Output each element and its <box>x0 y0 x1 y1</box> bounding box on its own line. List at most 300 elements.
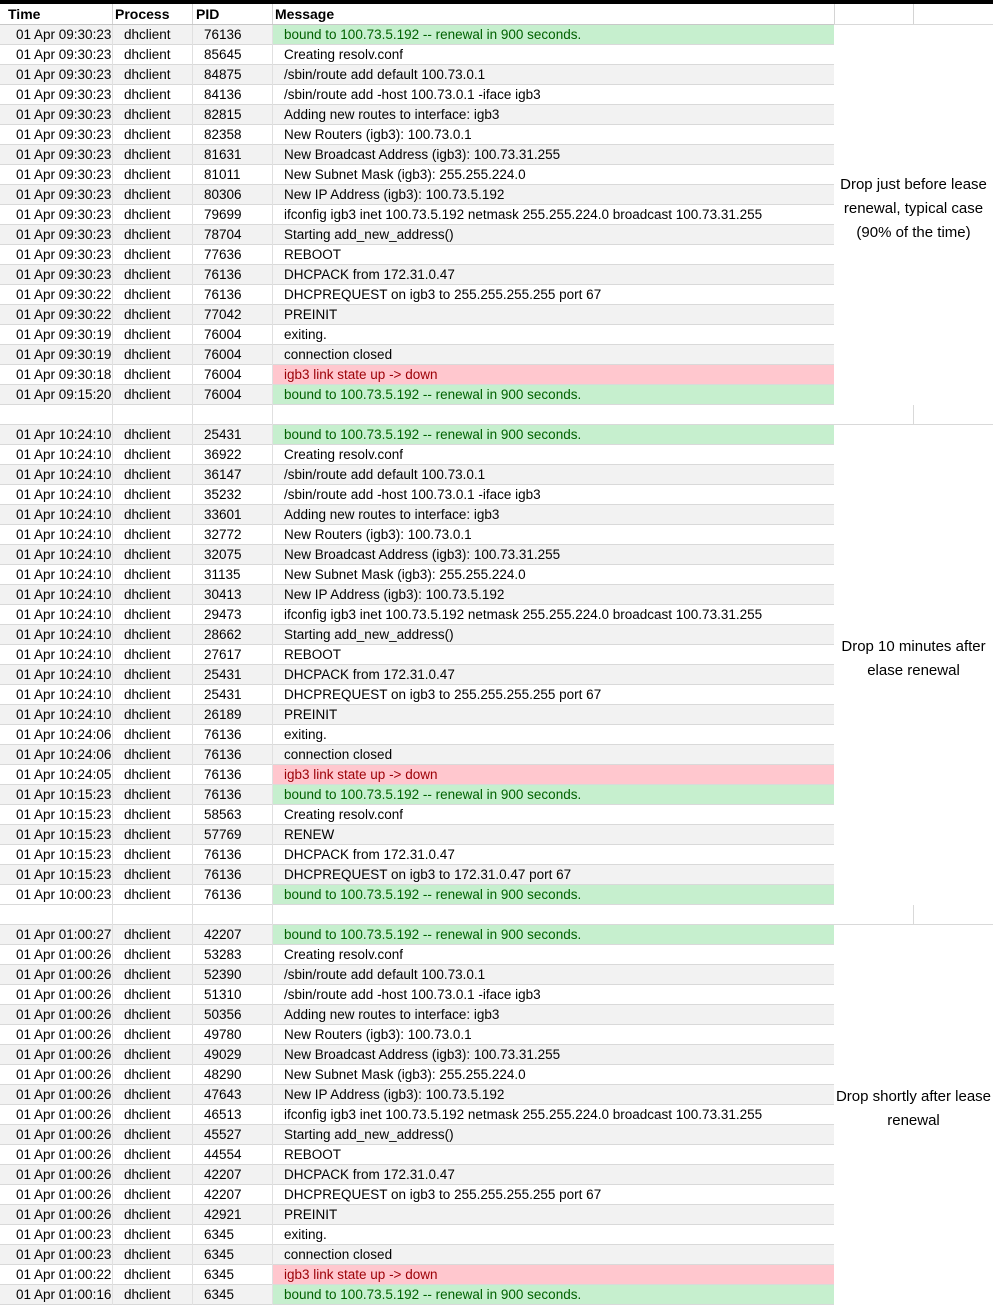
table-row[interactable] <box>0 225 834 245</box>
cell-pid[interactable]: 82815 <box>204 107 242 122</box>
cell-time[interactable]: 01 Apr 01:00:26 <box>16 947 112 962</box>
cell-process[interactable]: dhclient <box>124 767 171 782</box>
cell-time[interactable]: 01 Apr 10:24:10 <box>16 427 112 442</box>
table-row[interactable] <box>0 1125 834 1145</box>
cell-pid[interactable]: 81631 <box>204 147 242 162</box>
cell-time[interactable]: 01 Apr 10:15:23 <box>16 847 112 862</box>
cell-pid[interactable]: 29473 <box>204 607 242 622</box>
table-row[interactable] <box>0 925 834 945</box>
cell-process[interactable]: dhclient <box>124 207 171 222</box>
cell-process[interactable]: dhclient <box>124 47 171 62</box>
cell-process[interactable]: dhclient <box>124 947 171 962</box>
cell-process[interactable]: dhclient <box>124 867 171 882</box>
cell-pid[interactable]: 45527 <box>204 1127 242 1142</box>
table-row[interactable] <box>0 1065 834 1085</box>
cell-pid[interactable]: 46513 <box>204 1107 242 1122</box>
cell-time[interactable]: 01 Apr 10:24:10 <box>16 707 112 722</box>
cell-time[interactable]: 01 Apr 10:24:10 <box>16 587 112 602</box>
cell-time[interactable]: 01 Apr 10:24:10 <box>16 627 112 642</box>
cell-process[interactable]: dhclient <box>124 287 171 302</box>
cell-time[interactable]: 01 Apr 10:24:10 <box>16 687 112 702</box>
cell-process[interactable]: dhclient <box>124 1047 171 1062</box>
cell-time[interactable]: 01 Apr 10:24:06 <box>16 747 112 762</box>
cell-process[interactable]: dhclient <box>124 1027 171 1042</box>
cell-message[interactable]: bound to 100.73.5.192 -- renewal in 900 seconds. <box>272 25 834 44</box>
table-row[interactable] <box>0 345 834 365</box>
cell-process[interactable]: dhclient <box>124 267 171 282</box>
cell-message[interactable]: DHCPREQUEST on igb3 to 255.255.255.255 port 67 <box>284 1187 602 1202</box>
table-row[interactable] <box>0 625 834 645</box>
cell-time[interactable]: 01 Apr 09:30:23 <box>16 147 112 162</box>
cell-message[interactable]: RENEW <box>284 827 335 842</box>
cell-message[interactable]: exiting. <box>284 1227 327 1242</box>
table-row[interactable] <box>0 1105 834 1125</box>
cell-time[interactable]: 01 Apr 10:24:10 <box>16 607 112 622</box>
cell-time[interactable]: 01 Apr 01:00:26 <box>16 1107 112 1122</box>
cell-process[interactable]: dhclient <box>124 727 171 742</box>
cell-process[interactable]: dhclient <box>124 667 171 682</box>
cell-pid[interactable]: 33601 <box>204 507 242 522</box>
cell-time[interactable]: 01 Apr 10:24:10 <box>16 467 112 482</box>
cell-message[interactable]: Adding new routes to interface: igb3 <box>284 1007 500 1022</box>
cell-process[interactable]: dhclient <box>124 1167 171 1182</box>
cell-time[interactable]: 01 Apr 10:15:23 <box>16 827 112 842</box>
cell-pid[interactable]: 78704 <box>204 227 242 242</box>
cell-message[interactable]: ifconfig igb3 inet 100.73.5.192 netmask 255.255.224.0 broadcast 100.73.31.255 <box>284 207 763 222</box>
table-row[interactable] <box>0 805 834 825</box>
table-row[interactable] <box>0 845 834 865</box>
cell-pid[interactable]: 26189 <box>204 707 242 722</box>
cell-pid[interactable]: 35232 <box>204 487 242 502</box>
cell-message[interactable]: bound to 100.73.5.192 -- renewal in 900 seconds. <box>272 425 834 444</box>
cell-pid[interactable]: 30413 <box>204 587 242 602</box>
cell-message[interactable]: bound to 100.73.5.192 -- renewal in 900 seconds. <box>272 925 834 944</box>
cell-pid[interactable]: 6345 <box>204 1267 235 1282</box>
cell-process[interactable]: dhclient <box>124 1087 171 1102</box>
cell-process[interactable]: dhclient <box>124 1147 171 1162</box>
cell-pid[interactable]: 36147 <box>204 467 242 482</box>
cell-time[interactable]: 01 Apr 01:00:26 <box>16 1067 112 1082</box>
cell-pid[interactable]: 76136 <box>204 287 242 302</box>
cell-pid[interactable]: 76136 <box>204 267 242 282</box>
cell-process[interactable]: dhclient <box>124 1207 171 1222</box>
cell-pid[interactable]: 76136 <box>204 747 242 762</box>
cell-process[interactable]: dhclient <box>124 367 171 382</box>
table-row[interactable] <box>0 145 834 165</box>
cell-pid[interactable]: 77042 <box>204 307 242 322</box>
cell-time[interactable]: 01 Apr 09:30:22 <box>16 287 112 302</box>
cell-time[interactable]: 01 Apr 09:30:23 <box>16 47 112 62</box>
table-row[interactable] <box>0 565 834 585</box>
cell-message[interactable]: Starting add_new_address() <box>284 1127 454 1142</box>
table-row[interactable] <box>0 445 834 465</box>
table-row[interactable] <box>0 1205 834 1225</box>
cell-pid[interactable]: 42921 <box>204 1207 242 1222</box>
cell-time[interactable]: 01 Apr 10:24:06 <box>16 727 112 742</box>
cell-message[interactable]: ifconfig igb3 inet 100.73.5.192 netmask 255.255.224.0 broadcast 100.73.31.255 <box>284 1107 763 1122</box>
cell-pid[interactable]: 76004 <box>204 367 242 382</box>
cell-process[interactable]: dhclient <box>124 327 171 342</box>
cell-time[interactable]: 01 Apr 01:00:16 <box>16 1287 112 1302</box>
cell-message[interactable]: New Routers (igb3): 100.73.0.1 <box>284 1027 472 1042</box>
cell-pid[interactable]: 82358 <box>204 127 242 142</box>
cell-message[interactable]: connection closed <box>284 1247 393 1262</box>
cell-message[interactable]: Starting add_new_address() <box>284 627 454 642</box>
cell-process[interactable]: dhclient <box>124 547 171 562</box>
cell-message[interactable]: DHCPREQUEST on igb3 to 255.255.255.255 port 67 <box>284 287 602 302</box>
cell-message[interactable]: New IP Address (igb3): 100.73.5.192 <box>284 187 505 202</box>
cell-pid[interactable]: 25431 <box>204 427 242 442</box>
cell-pid[interactable]: 76136 <box>204 867 242 882</box>
cell-time[interactable]: 01 Apr 10:15:23 <box>16 807 112 822</box>
cell-message[interactable]: igb3 link state up -> down <box>272 765 834 784</box>
cell-time[interactable]: 01 Apr 10:24:10 <box>16 507 112 522</box>
cell-pid[interactable]: 76004 <box>204 387 242 402</box>
table-row[interactable] <box>0 105 834 125</box>
cell-time[interactable]: 01 Apr 09:30:18 <box>16 367 112 382</box>
table-row[interactable] <box>0 785 834 805</box>
cell-time[interactable]: 01 Apr 09:30:23 <box>16 247 112 262</box>
cell-pid[interactable]: 36922 <box>204 447 242 462</box>
cell-message[interactable]: DHCPACK from 172.31.0.47 <box>284 847 455 862</box>
cell-process[interactable]: dhclient <box>124 1227 171 1242</box>
table-row[interactable] <box>0 45 834 65</box>
cell-process[interactable]: dhclient <box>124 707 171 722</box>
cell-message[interactable]: DHCPACK from 172.31.0.47 <box>284 667 455 682</box>
cell-time[interactable]: 01 Apr 10:15:23 <box>16 867 112 882</box>
table-row[interactable] <box>0 65 834 85</box>
cell-message[interactable]: Creating resolv.conf <box>284 947 404 962</box>
cell-pid[interactable]: 32772 <box>204 527 242 542</box>
cell-pid[interactable]: 27617 <box>204 647 242 662</box>
cell-pid[interactable]: 25431 <box>204 687 242 702</box>
cell-process[interactable]: dhclient <box>124 1187 171 1202</box>
cell-time[interactable]: 01 Apr 09:30:23 <box>16 187 112 202</box>
table-row[interactable] <box>0 365 834 385</box>
cell-pid[interactable]: 6345 <box>204 1227 235 1242</box>
cell-process[interactable]: dhclient <box>124 1107 171 1122</box>
cell-pid[interactable]: 31135 <box>204 567 241 582</box>
cell-message[interactable]: Creating resolv.conf <box>284 447 404 462</box>
cell-pid[interactable]: 76004 <box>204 347 242 362</box>
cell-process[interactable]: dhclient <box>124 27 171 42</box>
cell-process[interactable]: dhclient <box>124 987 171 1002</box>
cell-message[interactable]: PREINIT <box>284 707 338 722</box>
cell-message[interactable]: exiting. <box>284 327 327 342</box>
cell-process[interactable]: dhclient <box>124 147 171 162</box>
cell-pid[interactable]: 42207 <box>204 1187 242 1202</box>
cell-message[interactable]: exiting. <box>284 727 327 742</box>
cell-process[interactable]: dhclient <box>124 347 171 362</box>
cell-pid[interactable]: 50356 <box>204 1007 242 1022</box>
cell-time[interactable]: 01 Apr 01:00:26 <box>16 967 112 982</box>
cell-time[interactable]: 01 Apr 09:30:23 <box>16 227 112 242</box>
cell-time[interactable]: 01 Apr 10:24:10 <box>16 647 112 662</box>
cell-message[interactable]: PREINIT <box>284 307 338 322</box>
cell-process[interactable]: dhclient <box>124 787 171 802</box>
cell-time[interactable]: 01 Apr 09:30:23 <box>16 267 112 282</box>
cell-process[interactable]: dhclient <box>124 687 171 702</box>
cell-pid[interactable]: 77636 <box>204 247 242 262</box>
cell-process[interactable]: dhclient <box>124 87 171 102</box>
cell-time[interactable]: 01 Apr 01:00:27 <box>16 927 112 942</box>
table-row[interactable] <box>0 185 834 205</box>
cell-pid[interactable]: 76136 <box>204 727 242 742</box>
cell-message[interactable]: Adding new routes to interface: igb3 <box>284 507 500 522</box>
cell-message[interactable]: Adding new routes to interface: igb3 <box>284 107 500 122</box>
table-row[interactable] <box>0 945 834 965</box>
table-row[interactable] <box>0 85 834 105</box>
cell-process[interactable]: dhclient <box>124 467 171 482</box>
cell-time[interactable]: 01 Apr 10:24:10 <box>16 667 112 682</box>
cell-message[interactable]: /sbin/route add -host 100.73.0.1 -iface igb3 <box>284 487 541 502</box>
cell-pid[interactable]: 80306 <box>204 187 242 202</box>
cell-pid[interactable]: 42207 <box>204 927 242 942</box>
cell-process[interactable]: dhclient <box>124 447 171 462</box>
cell-pid[interactable]: 76136 <box>204 887 242 902</box>
cell-process[interactable]: dhclient <box>124 647 171 662</box>
cell-time[interactable]: 01 Apr 01:00:26 <box>16 1087 112 1102</box>
cell-time[interactable]: 01 Apr 01:00:26 <box>16 1167 112 1182</box>
table-row[interactable] <box>0 765 834 785</box>
cell-process[interactable]: dhclient <box>124 567 171 582</box>
cell-pid[interactable]: 84136 <box>204 87 242 102</box>
cell-process[interactable]: dhclient <box>124 607 171 622</box>
cell-process[interactable]: dhclient <box>124 887 171 902</box>
cell-process[interactable]: dhclient <box>124 587 171 602</box>
cell-process[interactable]: dhclient <box>124 1267 171 1282</box>
table-row[interactable] <box>0 1285 834 1305</box>
cell-time[interactable]: 01 Apr 10:24:10 <box>16 447 112 462</box>
cell-pid[interactable]: 79699 <box>204 207 242 222</box>
cell-process[interactable]: dhclient <box>124 167 171 182</box>
table-row[interactable] <box>0 1225 834 1245</box>
cell-message[interactable]: /sbin/route add -host 100.73.0.1 -iface igb3 <box>284 987 541 1002</box>
cell-time[interactable]: 01 Apr 01:00:26 <box>16 1207 112 1222</box>
cell-message[interactable]: PREINIT <box>284 1207 338 1222</box>
cell-process[interactable]: dhclient <box>124 307 171 322</box>
cell-message[interactable]: REBOOT <box>284 1147 342 1162</box>
cell-message[interactable]: New Broadcast Address (igb3): 100.73.31.255 <box>284 147 561 162</box>
cell-pid[interactable]: 51310 <box>204 987 242 1002</box>
cell-process[interactable]: dhclient <box>124 627 171 642</box>
table-row[interactable] <box>0 825 834 845</box>
cell-message[interactable]: Starting add_new_address() <box>284 227 454 242</box>
cell-time[interactable]: 01 Apr 10:24:05 <box>16 767 112 782</box>
cell-pid[interactable]: 81011 <box>204 167 241 182</box>
table-row[interactable] <box>0 605 834 625</box>
cell-message[interactable]: New Subnet Mask (igb3): 255.255.224.0 <box>284 167 526 182</box>
cell-process[interactable]: dhclient <box>124 67 171 82</box>
cell-message[interactable]: /sbin/route add default 100.73.0.1 <box>284 67 486 82</box>
cell-time[interactable]: 01 Apr 01:00:26 <box>16 1187 112 1202</box>
table-row[interactable] <box>0 545 834 565</box>
cell-message[interactable]: /sbin/route add -host 100.73.0.1 -iface igb3 <box>284 87 541 102</box>
cell-pid[interactable]: 6345 <box>204 1287 235 1302</box>
cell-message[interactable]: Creating resolv.conf <box>284 807 404 822</box>
cell-process[interactable]: dhclient <box>124 807 171 822</box>
cell-pid[interactable]: 47643 <box>204 1087 242 1102</box>
cell-process[interactable]: dhclient <box>124 387 171 402</box>
table-row[interactable] <box>0 285 834 305</box>
table-row[interactable] <box>0 165 834 185</box>
table-row[interactable] <box>0 1145 834 1165</box>
cell-process[interactable]: dhclient <box>124 827 171 842</box>
cell-process[interactable]: dhclient <box>124 1127 171 1142</box>
cell-message[interactable]: REBOOT <box>284 247 342 262</box>
cell-message[interactable]: New Subnet Mask (igb3): 255.255.224.0 <box>284 567 526 582</box>
cell-time[interactable]: 01 Apr 09:15:20 <box>16 387 112 402</box>
cell-message[interactable]: ifconfig igb3 inet 100.73.5.192 netmask 255.255.224.0 broadcast 100.73.31.255 <box>284 607 763 622</box>
cell-pid[interactable]: 42207 <box>204 1167 242 1182</box>
cell-pid[interactable]: 84875 <box>204 67 242 82</box>
table-row[interactable] <box>0 305 834 325</box>
cell-pid[interactable]: 53283 <box>204 947 242 962</box>
cell-message[interactable]: igb3 link state up -> down <box>272 1265 834 1284</box>
cell-time[interactable]: 01 Apr 09:30:23 <box>16 167 112 182</box>
cell-time[interactable]: 01 Apr 09:30:19 <box>16 327 112 342</box>
table-row[interactable] <box>0 645 834 665</box>
cell-time[interactable]: 01 Apr 09:30:23 <box>16 27 112 42</box>
table-row[interactable] <box>0 385 834 405</box>
cell-time[interactable]: 01 Apr 01:00:23 <box>16 1247 112 1262</box>
cell-pid[interactable]: 76136 <box>204 787 242 802</box>
cell-time[interactable]: 01 Apr 01:00:26 <box>16 1047 112 1062</box>
table-row[interactable] <box>0 425 834 445</box>
cell-process[interactable]: dhclient <box>124 1287 171 1302</box>
cell-time[interactable]: 01 Apr 10:24:10 <box>16 527 112 542</box>
table-row[interactable] <box>0 885 834 905</box>
table-row[interactable] <box>0 1005 834 1025</box>
table-row[interactable] <box>0 245 834 265</box>
table-row[interactable] <box>0 665 834 685</box>
cell-time[interactable]: 01 Apr 09:30:19 <box>16 347 112 362</box>
cell-process[interactable]: dhclient <box>124 527 171 542</box>
column-header-process[interactable]: Process <box>115 6 170 22</box>
cell-message[interactable]: New Broadcast Address (igb3): 100.73.31.255 <box>284 547 561 562</box>
cell-message[interactable]: New IP Address (igb3): 100.73.5.192 <box>284 587 505 602</box>
cell-pid[interactable]: 76004 <box>204 327 242 342</box>
cell-pid[interactable]: 48290 <box>204 1067 242 1082</box>
cell-message[interactable]: connection closed <box>284 347 393 362</box>
cell-process[interactable]: dhclient <box>124 487 171 502</box>
table-row[interactable] <box>0 325 834 345</box>
cell-time[interactable]: 01 Apr 10:24:10 <box>16 567 112 582</box>
column-header-message[interactable]: Message <box>275 6 335 22</box>
table-row[interactable] <box>0 1265 834 1285</box>
table-row[interactable] <box>0 865 834 885</box>
table-row[interactable] <box>0 1185 834 1205</box>
table-row[interactable] <box>0 965 834 985</box>
cell-process[interactable]: dhclient <box>124 247 171 262</box>
cell-pid[interactable]: 76136 <box>204 767 242 782</box>
cell-time[interactable]: 01 Apr 09:30:23 <box>16 107 112 122</box>
cell-message[interactable]: REBOOT <box>284 647 342 662</box>
cell-time[interactable]: 01 Apr 01:00:23 <box>16 1227 112 1242</box>
cell-time[interactable]: 01 Apr 10:15:23 <box>16 787 112 802</box>
table-row[interactable] <box>0 205 834 225</box>
cell-pid[interactable]: 28662 <box>204 627 242 642</box>
table-row[interactable] <box>0 265 834 285</box>
cell-pid[interactable]: 57769 <box>204 827 242 842</box>
cell-time[interactable]: 01 Apr 09:30:23 <box>16 207 112 222</box>
table-row[interactable] <box>0 1045 834 1065</box>
cell-message[interactable]: igb3 link state up -> down <box>272 365 834 384</box>
table-row[interactable] <box>0 465 834 485</box>
cell-time[interactable]: 01 Apr 09:30:23 <box>16 87 112 102</box>
cell-time[interactable]: 01 Apr 01:00:26 <box>16 987 112 1002</box>
cell-message[interactable]: New Broadcast Address (igb3): 100.73.31.255 <box>284 1047 561 1062</box>
table-row[interactable] <box>0 685 834 705</box>
cell-time[interactable]: 01 Apr 01:00:22 <box>16 1267 112 1282</box>
table-row[interactable] <box>0 1025 834 1045</box>
cell-message[interactable]: New Routers (igb3): 100.73.0.1 <box>284 527 472 542</box>
column-header-time[interactable]: Time <box>8 6 41 22</box>
cell-message[interactable]: connection closed <box>284 747 393 762</box>
table-row[interactable] <box>0 985 834 1005</box>
cell-time[interactable]: 01 Apr 09:30:23 <box>16 67 112 82</box>
cell-message[interactable]: bound to 100.73.5.192 -- renewal in 900 seconds. <box>272 385 834 404</box>
cell-process[interactable]: dhclient <box>124 107 171 122</box>
cell-time[interactable]: 01 Apr 01:00:26 <box>16 1127 112 1142</box>
table-row[interactable] <box>0 1165 834 1185</box>
cell-pid[interactable]: 85645 <box>204 47 242 62</box>
cell-pid[interactable]: 52390 <box>204 967 242 982</box>
cell-process[interactable]: dhclient <box>124 1007 171 1022</box>
cell-message[interactable]: bound to 100.73.5.192 -- renewal in 900 seconds. <box>272 785 834 804</box>
cell-pid[interactable]: 44554 <box>204 1147 242 1162</box>
cell-process[interactable]: dhclient <box>124 427 171 442</box>
cell-message[interactable]: DHCPREQUEST on igb3 to 255.255.255.255 port 67 <box>284 687 602 702</box>
cell-process[interactable]: dhclient <box>124 1247 171 1262</box>
cell-process[interactable]: dhclient <box>124 187 171 202</box>
cell-process[interactable]: dhclient <box>124 127 171 142</box>
cell-message[interactable]: DHCPREQUEST on igb3 to 172.31.0.47 port 67 <box>284 867 572 882</box>
cell-process[interactable]: dhclient <box>124 507 171 522</box>
cell-message[interactable]: Creating resolv.conf <box>284 47 404 62</box>
cell-time[interactable]: 01 Apr 10:24:10 <box>16 487 112 502</box>
cell-message[interactable]: /sbin/route add default 100.73.0.1 <box>284 467 486 482</box>
table-row[interactable] <box>0 505 834 525</box>
cell-pid[interactable]: 58563 <box>204 807 242 822</box>
cell-process[interactable]: dhclient <box>124 967 171 982</box>
cell-time[interactable]: 01 Apr 10:24:10 <box>16 547 112 562</box>
table-row[interactable] <box>0 1245 834 1265</box>
table-row[interactable] <box>0 705 834 725</box>
cell-message[interactable]: bound to 100.73.5.192 -- renewal in 900 seconds. <box>272 885 834 904</box>
cell-message[interactable]: bound to 100.73.5.192 -- renewal in 900 seconds. <box>272 1285 834 1304</box>
cell-pid[interactable]: 49780 <box>204 1027 242 1042</box>
table-row[interactable] <box>0 525 834 545</box>
table-row[interactable] <box>0 1085 834 1105</box>
cell-pid[interactable]: 6345 <box>204 1247 235 1262</box>
cell-time[interactable]: 01 Apr 10:00:23 <box>16 887 112 902</box>
cell-process[interactable]: dhclient <box>124 227 171 242</box>
cell-process[interactable]: dhclient <box>124 927 171 942</box>
cell-process[interactable]: dhclient <box>124 1067 171 1082</box>
table-row[interactable] <box>0 25 834 45</box>
cell-process[interactable]: dhclient <box>124 847 171 862</box>
cell-message[interactable]: New Subnet Mask (igb3): 255.255.224.0 <box>284 1067 526 1082</box>
cell-pid[interactable]: 32075 <box>204 547 242 562</box>
cell-pid[interactable]: 25431 <box>204 667 242 682</box>
table-row[interactable] <box>0 585 834 605</box>
cell-process[interactable]: dhclient <box>124 747 171 762</box>
table-row[interactable] <box>0 745 834 765</box>
table-row[interactable] <box>0 125 834 145</box>
cell-pid[interactable]: 76136 <box>204 27 242 42</box>
cell-time[interactable]: 01 Apr 09:30:23 <box>16 127 112 142</box>
